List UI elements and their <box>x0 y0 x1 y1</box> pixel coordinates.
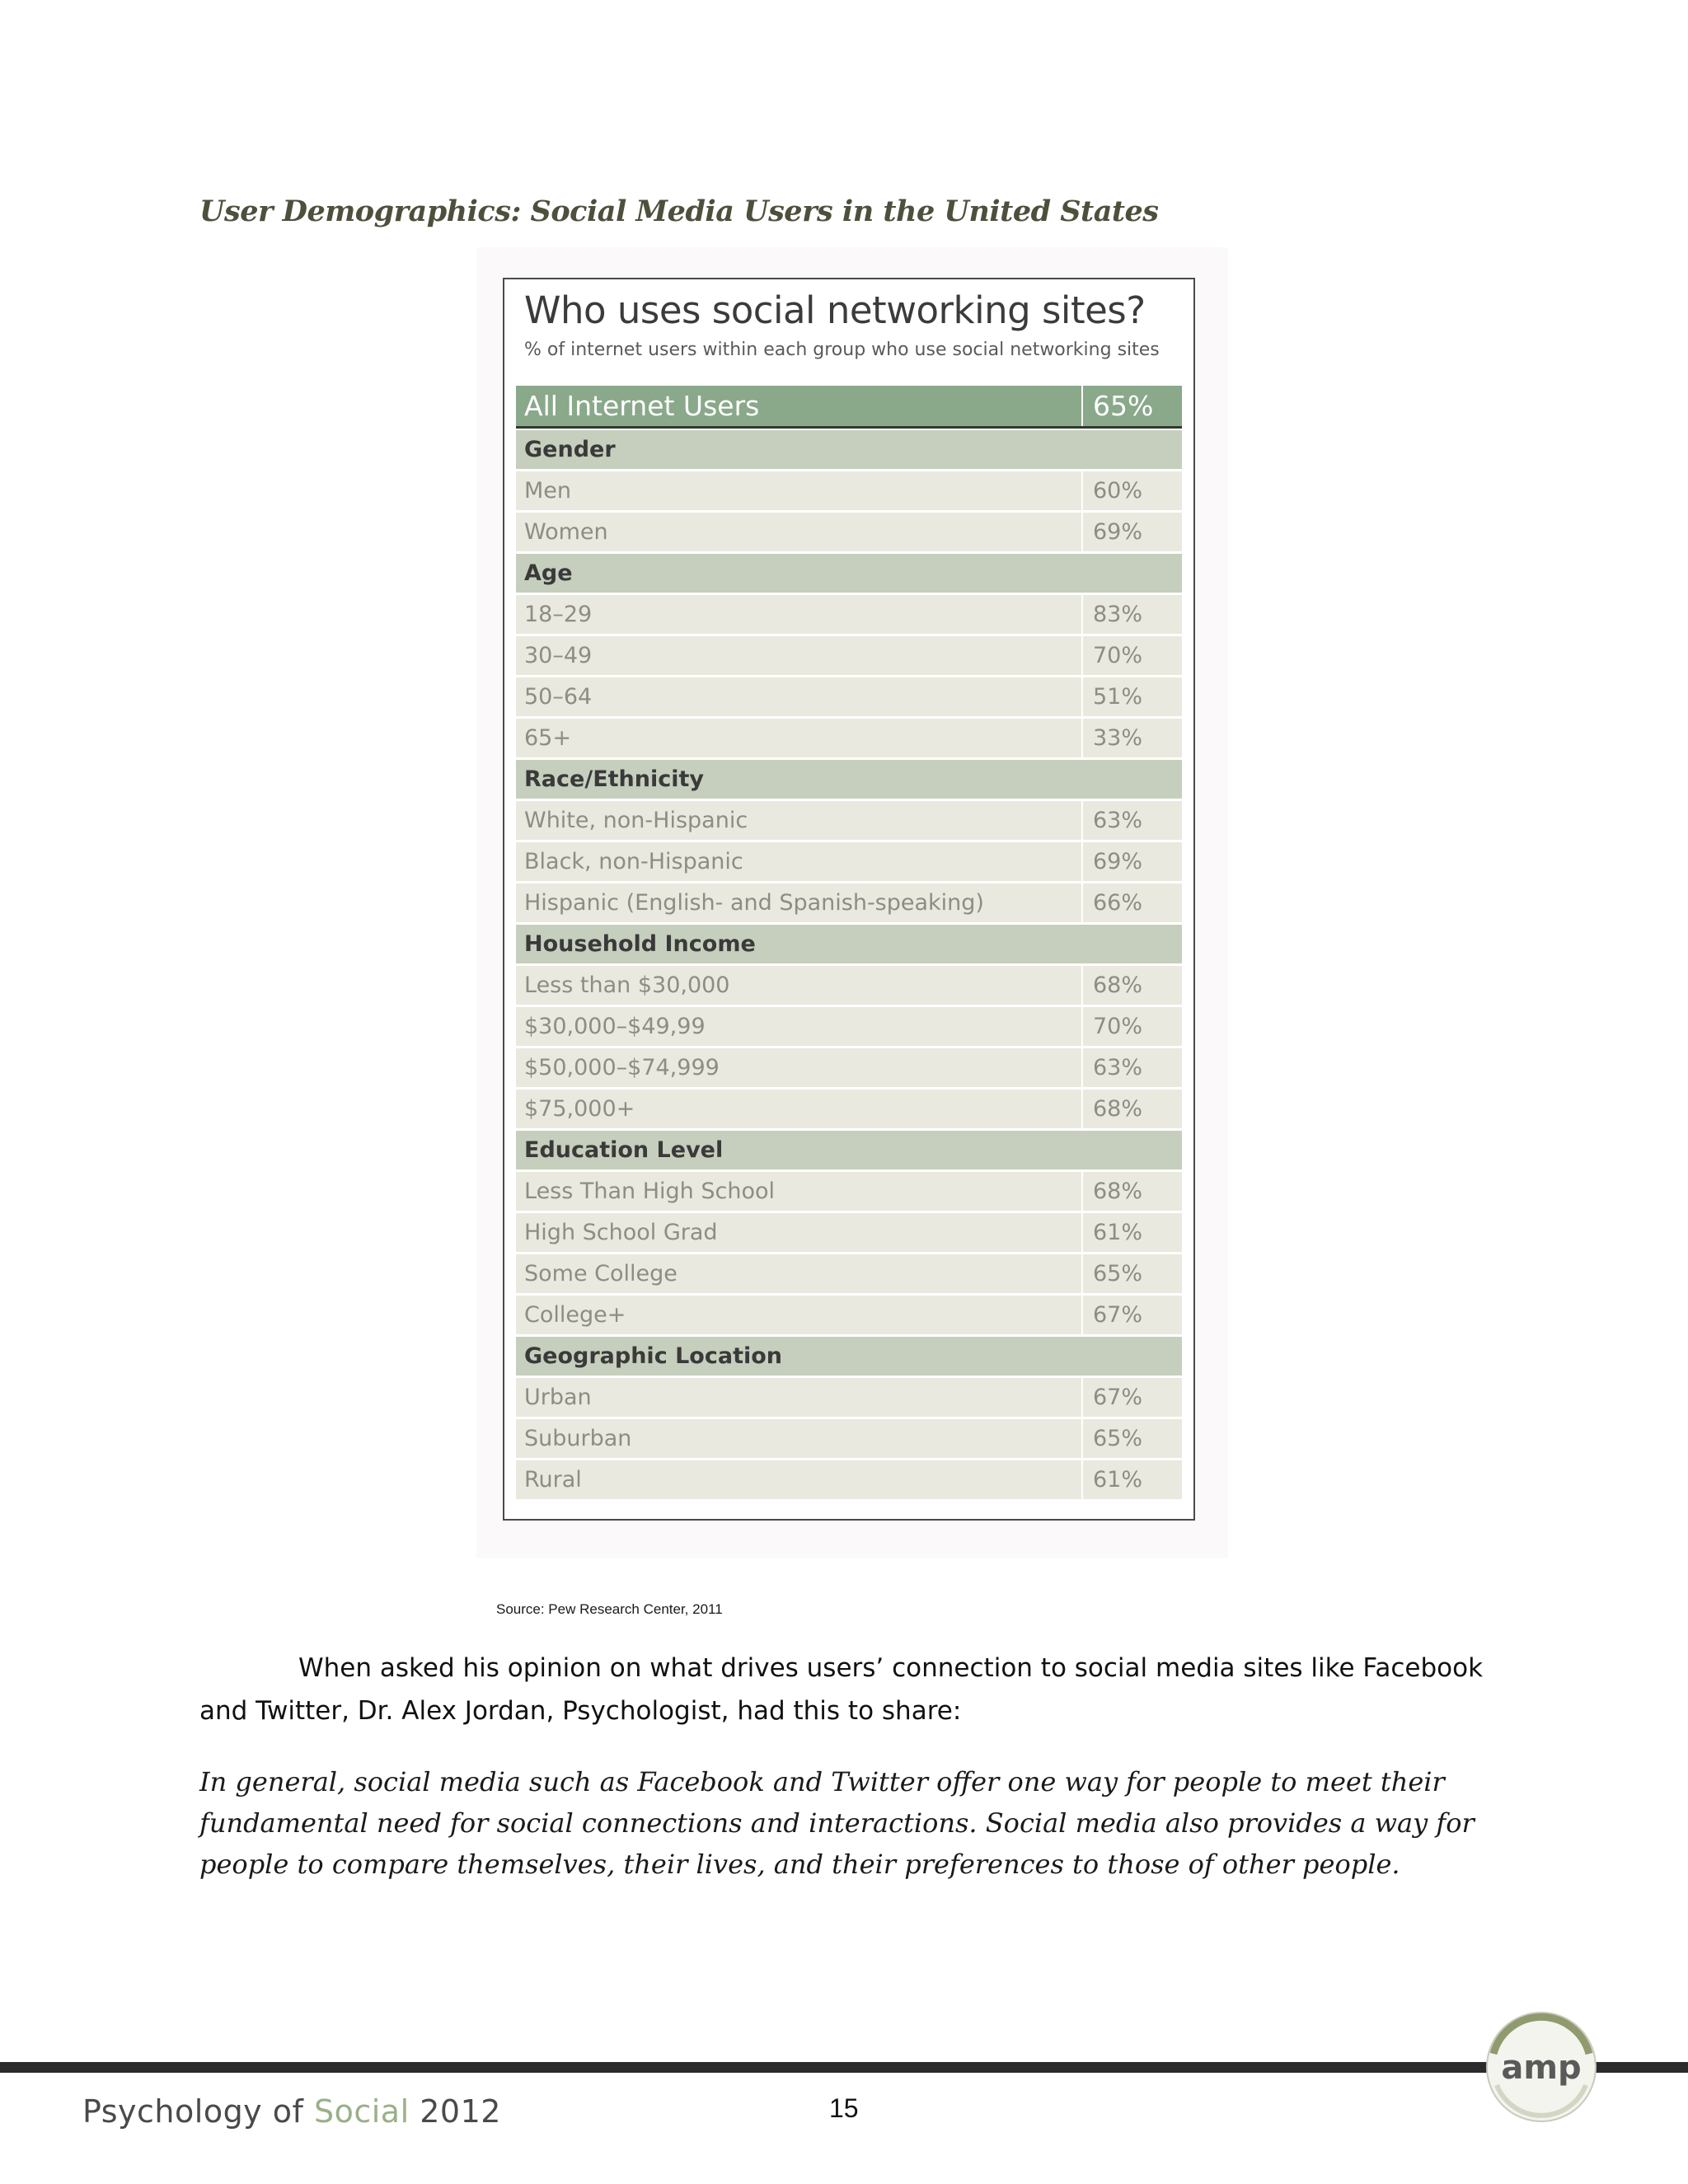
table-group-header <box>516 1131 1182 1169</box>
footer-brand-part1: Psychology of <box>82 2093 314 2130</box>
table-row <box>516 966 1182 1005</box>
table-row <box>516 1048 1182 1087</box>
table-row-total <box>516 386 1182 429</box>
total-value: 65% <box>1083 386 1182 426</box>
logo-text: amp <box>1501 2049 1582 2087</box>
row-label: High School Grad <box>516 1213 1081 1252</box>
figure-title: Who uses social networking sites? <box>524 288 1146 332</box>
footer-brand-part2: Social <box>313 2093 410 2130</box>
table-row <box>516 1254 1182 1293</box>
row-label: 65+ <box>516 719 1081 757</box>
table-group-header <box>516 430 1182 469</box>
row-label: Less than $30,000 <box>516 966 1081 1005</box>
table-row <box>516 1172 1182 1211</box>
table-row <box>516 883 1182 922</box>
section-title: User Demographics: Social Media Users in the United States <box>199 194 1159 228</box>
table-row <box>516 1296 1182 1334</box>
table-row <box>516 1213 1182 1252</box>
row-value: 65% <box>1083 1254 1182 1293</box>
row-value: 70% <box>1083 1007 1182 1046</box>
row-label: $75,000+ <box>516 1090 1081 1128</box>
row-value: 66% <box>1083 883 1182 922</box>
table-row <box>516 1378 1182 1417</box>
row-label: Some College <box>516 1254 1081 1293</box>
total-label: All Internet Users <box>516 386 1081 426</box>
row-label: Suburban <box>516 1419 1081 1458</box>
row-value: 68% <box>1083 1090 1182 1128</box>
table-row <box>516 801 1182 840</box>
row-value: 70% <box>1083 636 1182 675</box>
row-label: $50,000–$74,999 <box>516 1048 1081 1087</box>
table-row <box>516 1460 1182 1499</box>
group-label: Geographic Location <box>516 1337 1182 1376</box>
row-value: 83% <box>1083 595 1182 634</box>
footer-brand-part3: 2012 <box>409 2093 501 2130</box>
row-value: 51% <box>1083 677 1182 716</box>
group-label: Age <box>516 554 1182 593</box>
source-note: Source: Pew Research Center, 2011 <box>496 1601 723 1617</box>
table-group-header <box>516 760 1182 799</box>
row-value: 61% <box>1083 1460 1182 1499</box>
group-label: Education Level <box>516 1131 1182 1169</box>
row-label: College+ <box>516 1296 1081 1334</box>
table-row <box>516 636 1182 675</box>
table-row <box>516 1007 1182 1046</box>
row-value: 63% <box>1083 801 1182 840</box>
row-value: 67% <box>1083 1378 1182 1417</box>
group-label: Household Income <box>516 925 1182 963</box>
row-value: 60% <box>1083 471 1182 510</box>
row-value: 61% <box>1083 1213 1182 1252</box>
row-value: 63% <box>1083 1048 1182 1087</box>
table-row <box>516 595 1182 634</box>
table-row <box>516 677 1182 716</box>
demographics-table <box>516 386 1182 1502</box>
page-number: 15 <box>829 2093 859 2123</box>
table-row <box>516 513 1182 551</box>
row-value: 68% <box>1083 966 1182 1005</box>
row-label: 50–64 <box>516 677 1081 716</box>
row-label: 18–29 <box>516 595 1081 634</box>
row-label: Black, non-Hispanic <box>516 842 1081 881</box>
amp-logo <box>1484 2009 1599 2125</box>
figure-subtitle: % of internet users within each group who use social networking sites <box>524 340 1160 360</box>
row-value: 67% <box>1083 1296 1182 1334</box>
table-body <box>516 430 1182 1499</box>
table-group-header <box>516 925 1182 963</box>
row-label: Rural <box>516 1460 1081 1499</box>
table-row <box>516 1419 1182 1458</box>
group-label: Race/Ethnicity <box>516 760 1182 799</box>
group-label: Gender <box>516 430 1182 469</box>
row-label: $30,000–$49,99 <box>516 1007 1081 1046</box>
row-label: Women <box>516 513 1081 551</box>
row-value: 68% <box>1083 1172 1182 1211</box>
row-value: 65% <box>1083 1419 1182 1458</box>
table-row <box>516 1090 1182 1128</box>
row-value: 69% <box>1083 842 1182 881</box>
table-row <box>516 471 1182 510</box>
footer-bar <box>0 2062 1688 2073</box>
table-group-header <box>516 1337 1182 1376</box>
quote-paragraph: In general, social media such as Facebook and Twitter offer one way for people to meet their fundamental need for social connections and interactions. Social media also provides a way for people to compare themselves, their lives, and their preferences to those of other people. <box>199 1766 1475 1880</box>
body-paragraph: When asked his opinion on what drives users’ connection to social media sites like Facebook and Twitter, Dr. Alex Jordan, Psychologist, had this to share: <box>199 1653 1484 1726</box>
row-label: 30–49 <box>516 636 1081 675</box>
row-label: Hispanic (English- and Spanish-speaking) <box>516 883 1081 922</box>
table-group-header <box>516 554 1182 593</box>
table-row <box>516 719 1182 757</box>
row-label: White, non-Hispanic <box>516 801 1081 840</box>
row-label: Men <box>516 471 1081 510</box>
row-value: 69% <box>1083 513 1182 551</box>
row-label: Urban <box>516 1378 1081 1417</box>
row-label: Less Than High School <box>516 1172 1081 1211</box>
row-value: 33% <box>1083 719 1182 757</box>
footer-brand <box>82 2093 501 2130</box>
table-row <box>516 842 1182 881</box>
